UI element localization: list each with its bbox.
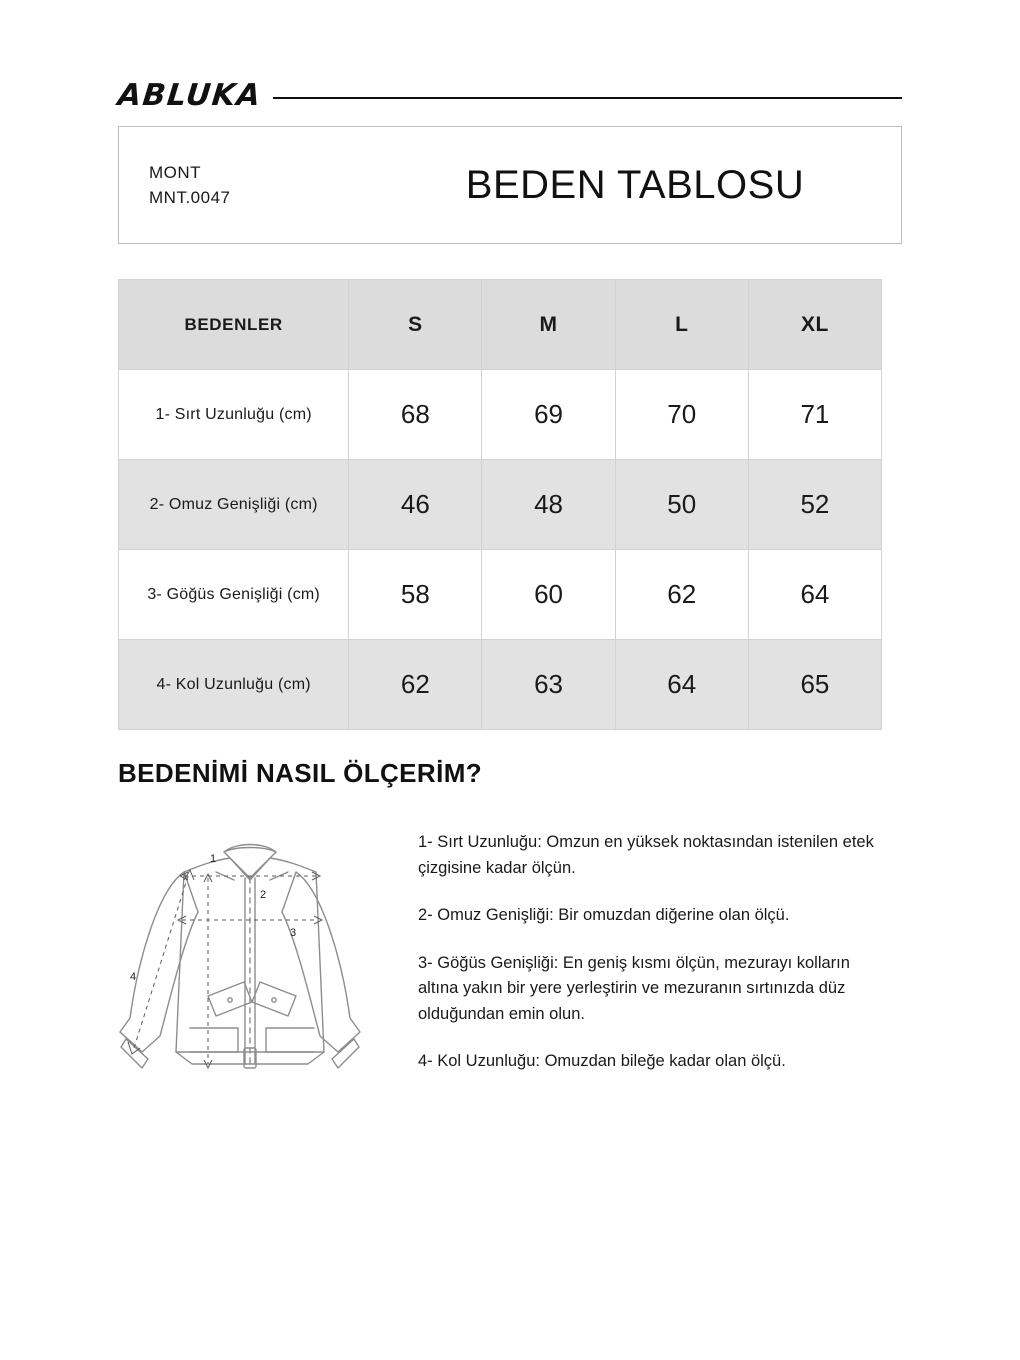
brand-logo: ABLUKA	[116, 78, 264, 113]
cell-sleeve-length-xl: 65	[748, 640, 881, 730]
table-row	[119, 370, 882, 460]
cell-back-length-s: 68	[349, 370, 482, 460]
table-row	[119, 460, 882, 550]
cell-sleeve-length-m: 63	[482, 640, 615, 730]
table-header-row	[119, 280, 882, 370]
product-info	[119, 160, 409, 211]
cell-sleeve-length-l: 64	[615, 640, 748, 730]
product-code: MNT.0047	[149, 188, 231, 207]
table-header-size-m: M	[482, 280, 615, 370]
diagram-marker-3: 3	[290, 927, 297, 939]
table-header-size-l: L	[615, 280, 748, 370]
diagram-marker-1: 1	[210, 853, 217, 865]
cell-shoulder-width-xl: 52	[748, 460, 881, 550]
howto-paragraph-1: 1- Sırt Uzunluğu: Omzun en yüksek noktasından istenilen etek çizgisine kadar ölçün.	[418, 833, 874, 877]
jacket-diagram	[112, 820, 392, 1100]
howto-paragraph-4: 4- Kol Uzunluğu: Omuzdan bileğe kadar olan ölçü.	[418, 1052, 786, 1071]
table-row	[119, 640, 882, 730]
row-label-chest-width: 3- Göğüs Genişliği (cm)	[119, 550, 349, 640]
cell-back-length-l: 70	[615, 370, 748, 460]
howto-heading: BEDENİMİ NASIL ÖLÇERİM?	[118, 758, 483, 788]
table-header-size-xl: XL	[748, 280, 881, 370]
cell-chest-width-xl: 64	[748, 550, 881, 640]
row-label-sleeve-length: 4- Kol Uzunluğu (cm)	[119, 640, 349, 730]
cell-chest-width-l: 62	[615, 550, 748, 640]
title-box	[118, 126, 902, 244]
row-label-shoulder-width: 2- Omuz Genişliği (cm)	[119, 460, 349, 550]
cell-back-length-m: 69	[482, 370, 615, 460]
table-row	[119, 550, 882, 640]
cell-shoulder-width-s: 46	[349, 460, 482, 550]
cell-shoulder-width-m: 48	[482, 460, 615, 550]
cell-back-length-xl: 71	[748, 370, 881, 460]
row-label-back-length: 1- Sırt Uzunluğu (cm)	[119, 370, 349, 460]
cell-shoulder-width-l: 50	[615, 460, 748, 550]
diagram-marker-4: 4	[130, 971, 137, 983]
howto-description	[418, 830, 888, 1097]
page-title: BEDEN TABLOSU	[465, 162, 805, 207]
cell-chest-width-m: 60	[482, 550, 615, 640]
howto-paragraph-2: 2- Omuz Genişliği: Bir omuzdan diğerine olan ölçü.	[418, 906, 790, 925]
table-header-label: BEDENLER	[119, 280, 349, 370]
product-type: MONT	[149, 162, 202, 182]
brand-header	[118, 76, 902, 116]
size-table	[118, 279, 882, 730]
howto-paragraph-3: 3- Göğüs Genişliği: En geniş kısmı ölçün, mezurayı kolların altına yakın bir yere yerleştirin ve mezuranın sırtınızda düz olduğundan emin olun.	[418, 953, 850, 1023]
header-divider	[273, 97, 902, 99]
cell-chest-width-s: 58	[349, 550, 482, 640]
table-header-size-s: S	[349, 280, 482, 370]
cell-sleeve-length-s: 62	[349, 640, 482, 730]
diagram-marker-2: 2	[260, 889, 267, 901]
